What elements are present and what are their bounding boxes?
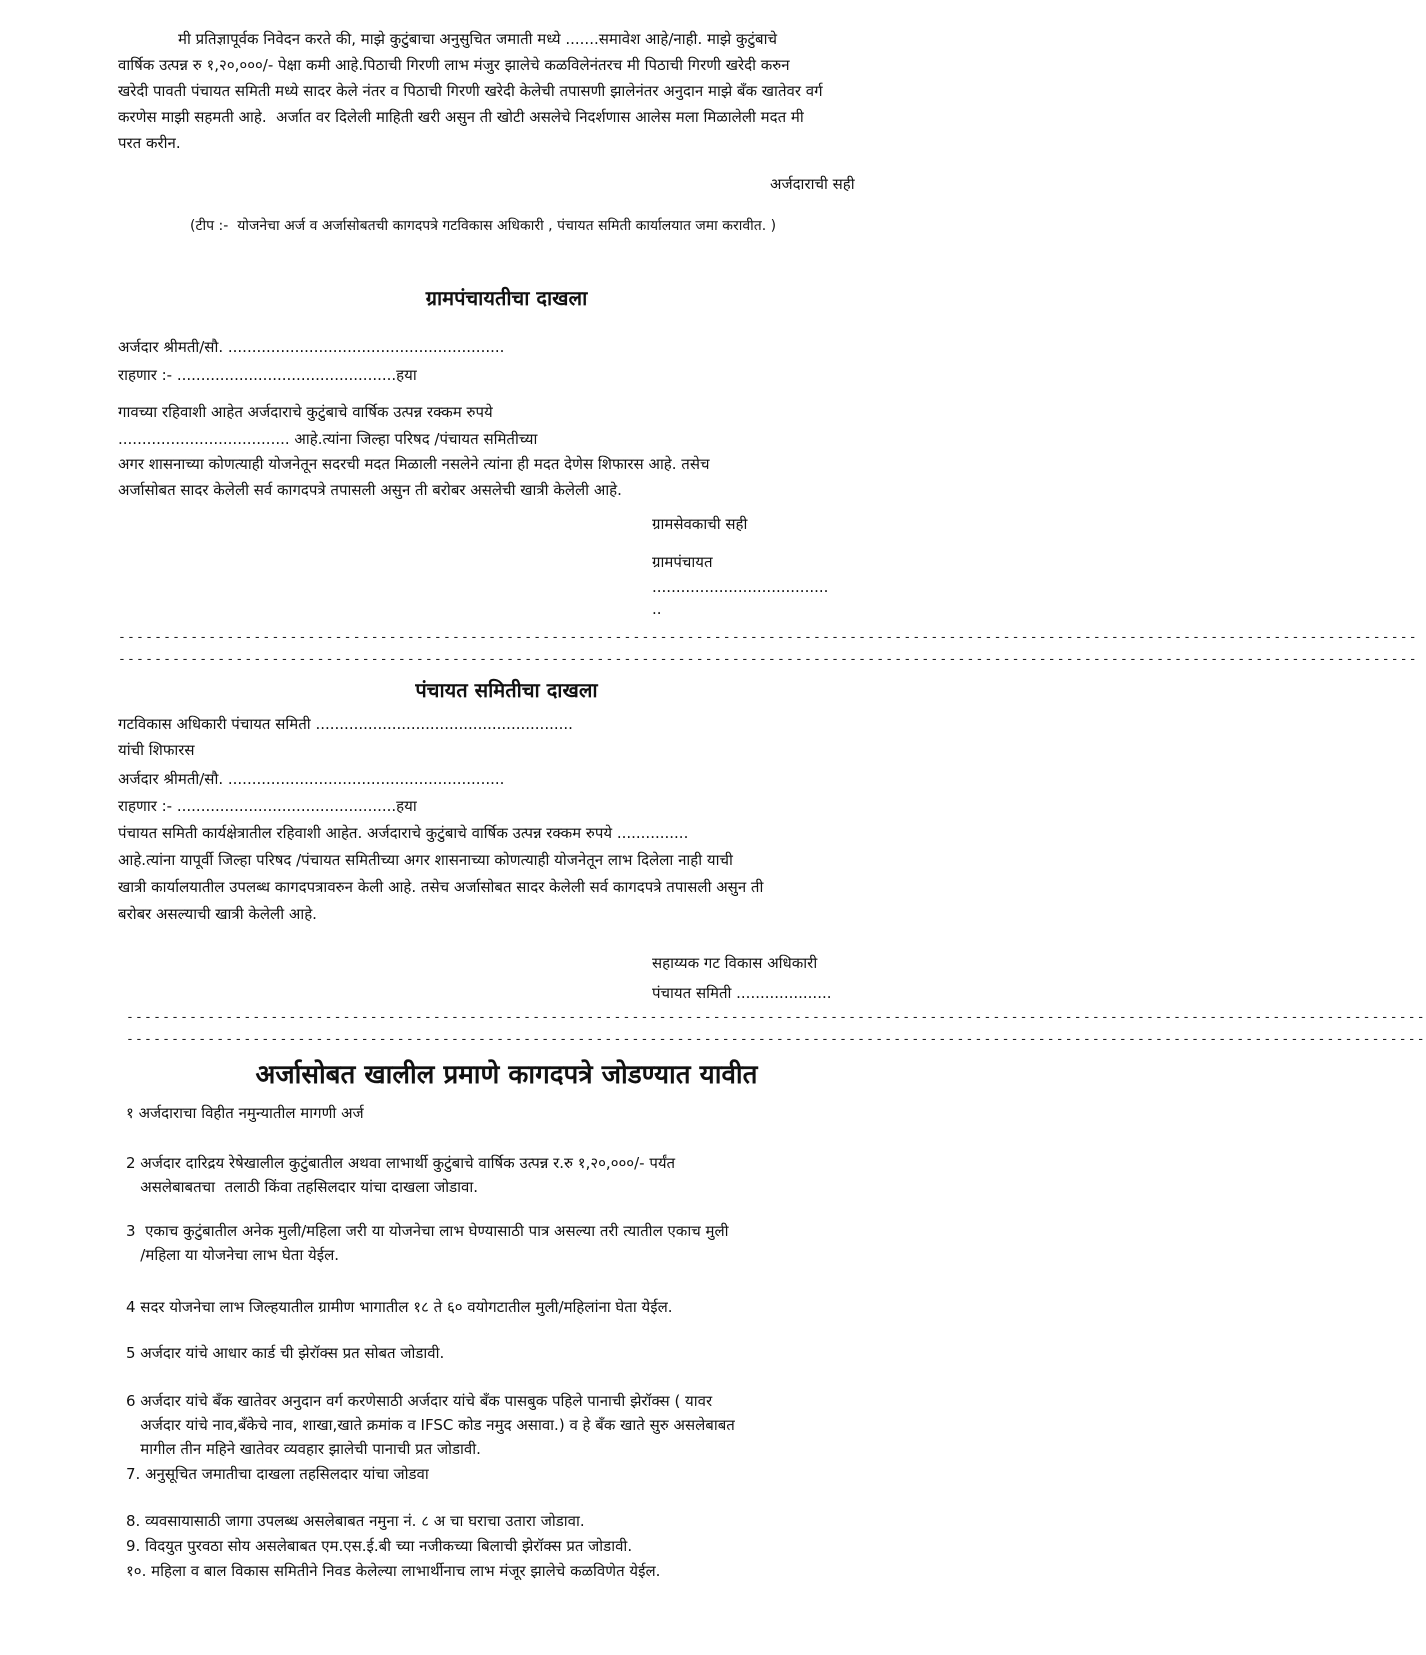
document-item-4 [126,1298,673,1316]
gram-resident-line: राहणार :- ..............................................हया [118,366,417,384]
ps-body-line-1: पंचायत समिती कार्यक्षेत्रातील रहिवाशी आहेत. अर्जदाराचे कुटुंबाचे वार्षिक उत्पन्न रक्कम रुपये ............... [118,824,689,842]
ps-body-line-3: खात्री कार्यालयातील उपलब्ध कागदपत्रावरुन केली आहे. तसेच अर्जासोबत सादर केलेली सर्व कागदपत्रे तपासली असुन ती [118,878,764,896]
gram-sign-dots: ..................................... [652,578,829,596]
document-item-text: 8. व्यवसायासाठी जागा उपलब्ध असलेबाबत नमुना नं. ८ अ चा घराचा उतारा जोडावा. [126,1512,585,1530]
declaration-line-2: वार्षिक उत्पन्न रु १,२०,०००/- पेक्षा कमी आहे.पिठाची गिरणी लाभ मंजुर झालेचे कळविलेनंतरच मी पिठाची गिरणी खरेदी करुन [118,56,790,74]
ps-officer-line: गटविकास अधिकारी पंचायत समिती ...................................................... [118,715,573,733]
documents-heading: अर्जासोबत खालील प्रमाणे कागदपत्रे जोडण्यात यावीत [255,1060,758,1090]
panchayat-samiti-heading: पंचायत समितीचा दाखला [415,678,598,702]
gram-panchayat-heading: ग्रामपंचायतीचा दाखला [425,286,588,310]
document-item-text: असलेबाबतचा तलाठी किंवा तहसिलदार यांचा दाखला जोडावा. [126,1178,479,1196]
ps-applicant-line: अर्जदार श्रीमती/सौ. .......................................................... [118,770,505,788]
ps-body-line-4: बरोबर असल्याची खात्री केलेली आहे. [118,905,317,923]
document-item-text: १०. महिला व बाल विकास समितीने निवड केलेल्या लाभार्थीनाच लाभ मंजूर झालेचे कळविणेत येईल. [126,1562,661,1580]
ps-recommendation-line: यांची शिफारस [118,741,195,759]
document-item-text: /महिला या योजनेचा लाभ घेता येईल. [126,1246,340,1264]
ps-body-line-2: आहे.त्यांना यापूर्वी जिल्हा परिषद /पंचायत समितीच्या अगर शासनाच्या कोणत्याही योजनेतून लाभ दिलेला नाही याची [118,851,733,869]
document-item-text: 5 अर्जदार यांचे आधार कार्ड ची झेरॉक्स प्रत सोबत जोडावी. [126,1344,445,1362]
document-item-text: मागील तीन महिने खातेवर व्यवहार झालेची पानाची प्रत जोडावी. [126,1440,481,1458]
gram-applicant-line: अर्जदार श्रीमती/सौ. .......................................................... [118,338,505,356]
document-item-text: अर्जदार यांचे नाव,बँकेचे नाव, शाखा,खाते क्रमांक व IFSC कोड नमुद असावा.) व हे बँक खाते सुरु असलेबाबत [126,1416,735,1434]
document-item-text: 2 अर्जदार दारिद्रय रेषेखालील कुटुंबातील अथवा लाभार्थी कुटुंबाचे वार्षिक उत्पन्न र.रु १,२०,०००/- पर्यंत [126,1154,676,1172]
document-item-6 [126,1392,735,1458]
ps-sign-label: पंचायत समिती .................... [652,984,832,1002]
document-item-9 [126,1537,632,1555]
gram-panchayat-label: ग्रामपंचायत [652,553,713,571]
gram-sign-dots-cont: .. [652,600,662,618]
declaration-line-3: खरेदी पावती पंचायत समिती मध्ये सादर केले नंतर व पिठाची गिरणी खरेदी केलेची तपासणी झालेनंतर अनुदान माझे बँक खातेवर वर्ग [118,82,823,100]
gram-body-line-3: अगर शासनाच्या कोणत्याही योजनेतून सदरची मदत मिळाली नसलेने त्यांना ही मदत देणेस शिफारस आहे. तसेच [118,455,710,473]
document-item-text: 9. विदयुत पुरवठा सोय असलेबाबत एम.एस.ई.बी च्या नजीकच्या बिलाची झेरॉक्स प्रत जोडावी. [126,1537,633,1555]
note: (टीप :- योजनेचा अर्ज व अर्जासोबतची कागदपत्रे गटविकास अधिकारी , पंचायत समिती कार्यालयात जमा करावीत. ) [190,218,777,234]
document-item-text: 7. अनुसूचित जमातीचा दाखला तहसिलदार यांचा जोडवा [126,1465,429,1483]
applicant-signature-label: अर्जदाराची सही [770,175,855,193]
document-item-3 [126,1222,729,1264]
separator-dashes: ------------------------------------------------------------------------------------------------------------------------------------------------ [118,652,1418,667]
ps-resident-line: राहणार :- ..............................................हया [118,797,417,815]
document-item-text: 6 अर्जदार यांचे बँक खातेवर अनुदान वर्ग करणेसाठी अर्जदार यांचे बँक पासबुक पहिले पानाची झेरॉक्स ( यावर [126,1392,713,1410]
document-item-2 [126,1154,675,1196]
document-item-7 [126,1465,429,1483]
separator-dashes: ------------------------------------------------------------------------------------------------------------------------------------------------ [126,1010,1426,1025]
document-item-1 [126,1104,364,1122]
separator-dashes: ------------------------------------------------------------------------------------------------------------------------------------------------ [118,630,1418,645]
document-item-10 [126,1562,660,1580]
document-item-8 [126,1512,585,1530]
declaration-line-4: करणेस माझी सहमती आहे. अर्जात वर दिलेली माहिती खरी असुन ती खोटी असलेचे निदर्शणास आलेस मला मिळालेली मदत मी [118,108,804,126]
gram-body-line-2: .................................... आहे.त्यांना जिल्हा परिषद /पंचायत समितीच्या [118,430,538,448]
document-item-text: 4 सदर योजनेचा लाभ जिल्हयातील ग्रामीण भागातील १८ ते ६० वयोगटातील मुली/महिलांना घेता येईल. [126,1298,673,1316]
separator-dashes: ------------------------------------------------------------------------------------------------------------------------------------------------ [126,1032,1426,1047]
gram-body-line-1: गावच्या रहिवाशी आहेत अर्जदाराचे कुटुंबाचे वार्षिक उत्पन्न रक्कम रुपये [118,403,493,421]
declaration-line-5: परत करीन. [118,134,181,152]
gram-body-line-4: अर्जासोबत सादर केलेली सर्व कागदपत्रे तपासली असुन ती बरोबर असलेची खात्री केलेली आहे. [118,481,622,499]
gramsevak-signature-label: ग्रामसेवकाची सही [652,515,748,533]
document-item-text: 3 एकाच कुटुंबातील अनेक मुली/महिला जरी या योजनेचा लाभ घेण्यासाठी पात्र असल्या तरी त्यातील एकाच मुली [126,1222,729,1240]
document-item-text: १ अर्जदाराचा विहीत नमुन्यातील मागणी अर्ज [126,1104,364,1122]
declaration-line-1: मी प्रतिज्ञापूर्वक निवेदन करते की, माझे कुटुंबाचा अनुसुचित जमाती मध्ये .......समावेश आहे/नाही. माझे कुटुंबाचे [178,30,777,48]
document-item-5 [126,1344,444,1362]
bdo-assistant-label: सहाय्यक गट विकास अधिकारी [652,954,818,972]
